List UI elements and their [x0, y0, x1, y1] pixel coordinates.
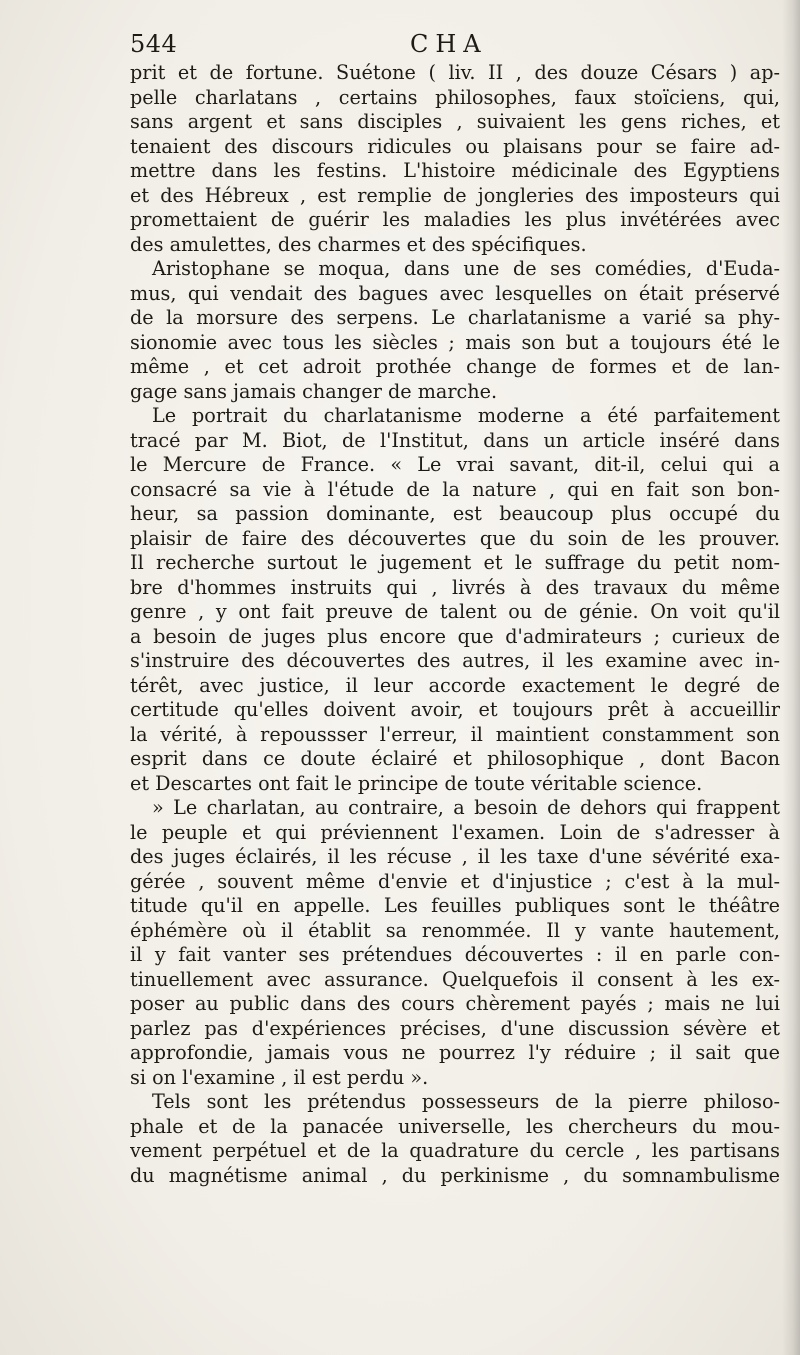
text-line: Aristophane se moqua, dans une de ses comédies, d'Euda-: [152, 257, 780, 280]
text-line: de la morsure des serpens. Le charlatanisme a varié sa phy-: [130, 306, 780, 329]
text-line: consacré sa vie à l'étude de la nature , qui en fait son bon-: [130, 477, 780, 501]
body-text: [130, 61, 780, 1188]
text-line: térêt, avec justice, il leur accorde exactement le degré de: [130, 673, 780, 697]
text-line: poser au public dans des cours chèrement payés ; mais ne lui: [130, 992, 780, 1015]
text-line: Tels sont les prétendus possesseurs de la pierre philoso-: [152, 1090, 780, 1113]
text-line: mus, qui vendait des bagues avec lesquelles on était préservé: [130, 281, 780, 305]
text-line: prit et de fortune. Suétone ( liv. II , des douze Césars ) ap-: [130, 61, 780, 84]
text-line: la vérité, à repoussser l'erreur, il maintient constamment son: [130, 722, 780, 746]
text-line: des juges éclairés, il les récuse , il les taxe d'une sévérité exa-: [130, 845, 780, 868]
text-line: le peuple et qui préviennent l'examen. Loin de s'adresser à: [130, 820, 780, 844]
text-line: pelle charlatans , certains philosophes, faux stoïciens, qui,: [130, 85, 780, 109]
text-line: a besoin de juges plus encore que d'admirateurs ; curieux de: [130, 624, 780, 648]
page-header: [130, 30, 780, 60]
text-line: phale et de la panacée universelle, les chercheurs du mou-: [130, 1114, 780, 1138]
text-line: gérée , souvent même d'envie et d'injustice ; c'est à la mul-: [130, 869, 780, 893]
text-line: vement perpétuel et de la quadrature du cercle , les partisans: [130, 1139, 780, 1162]
text-line: heur, sa passion dominante, est beaucoup plus occupé du: [130, 502, 780, 525]
text-line: sans argent et sans disciples , suivaient les gens riches, et: [130, 110, 780, 133]
text-line: éphémère où il établit sa renommée. Il y vante hautement,: [130, 918, 780, 942]
text-line: si on l'examine , il est perdu ».: [130, 1065, 429, 1089]
text-line: promettaient de guérir les maladies les plus invétérées avec: [130, 208, 780, 231]
running-head: CHA: [410, 30, 488, 58]
text-line: il y fait vanter ses prétendues découvertes : il en parle con-: [130, 943, 780, 966]
text-line: Il recherche surtout le jugement et le suffrage du petit nom-: [130, 551, 780, 574]
text-line: certitude qu'elles doivent avoir, et toujours prêt à accueillir: [130, 698, 780, 721]
text-line: Le portrait du charlatanisme moderne a été parfaitement: [152, 404, 780, 427]
text-line: des amulettes, des charmes et des spécifiques.: [130, 232, 587, 256]
page-number: 544: [130, 30, 178, 58]
text-line: bre d'hommes instruits qui , livrés à des travaux du même: [130, 575, 780, 599]
text-line: » Le charlatan, au contraire, a besoin de dehors qui frappent: [152, 796, 780, 819]
text-line: gage sans jamais changer de marche.: [130, 379, 498, 403]
text-line: tinuellement avec assurance. Quelquefois il consent à les ex-: [130, 967, 780, 991]
text-line: même , et cet adroit prothée change de formes et de lan-: [130, 355, 780, 378]
text-line: approfondie, jamais vous ne pourrez l'y réduire ; il sait que: [130, 1041, 780, 1064]
text-line: du magnétisme animal , du perkinisme , du somnambulisme: [130, 1163, 780, 1187]
text-line: et Descartes ont fait le principe de toute véritable science.: [130, 771, 703, 795]
text-line: titude qu'il en appelle. Les feuilles publiques sont le théâtre: [130, 894, 780, 917]
text-line: parlez pas d'expériences précises, d'une discussion sévère et: [130, 1016, 780, 1040]
text-line: esprit dans ce doute éclairé et philosophique , dont Bacon: [130, 747, 780, 770]
text-line: genre , y ont fait preuve de talent ou de génie. On voit qu'il: [130, 600, 780, 623]
text-line: tenaient des discours ridicules ou plaisans pour se faire ad-: [130, 134, 780, 158]
text-line: le Mercure de France. « Le vrai savant, dit-il, celui qui a: [130, 453, 780, 476]
text-line: et des Hébreux , est remplie de jongleries des imposteurs qui: [130, 183, 780, 207]
text-line: mettre dans les festins. L'histoire médicinale des Egyptiens: [130, 159, 780, 182]
page-edge-shadow: [782, 0, 800, 1355]
text-line: s'instruire des découvertes des autres, il les examine avec in-: [130, 649, 780, 672]
text-line: plaisir de faire des découvertes que du soin de les prouver.: [130, 526, 780, 550]
text-line: tracé par M. Biot, de l'Institut, dans un article inséré dans: [130, 428, 780, 452]
text-line: sionomie avec tous les siècles ; mais son but a toujours été le: [130, 330, 780, 354]
